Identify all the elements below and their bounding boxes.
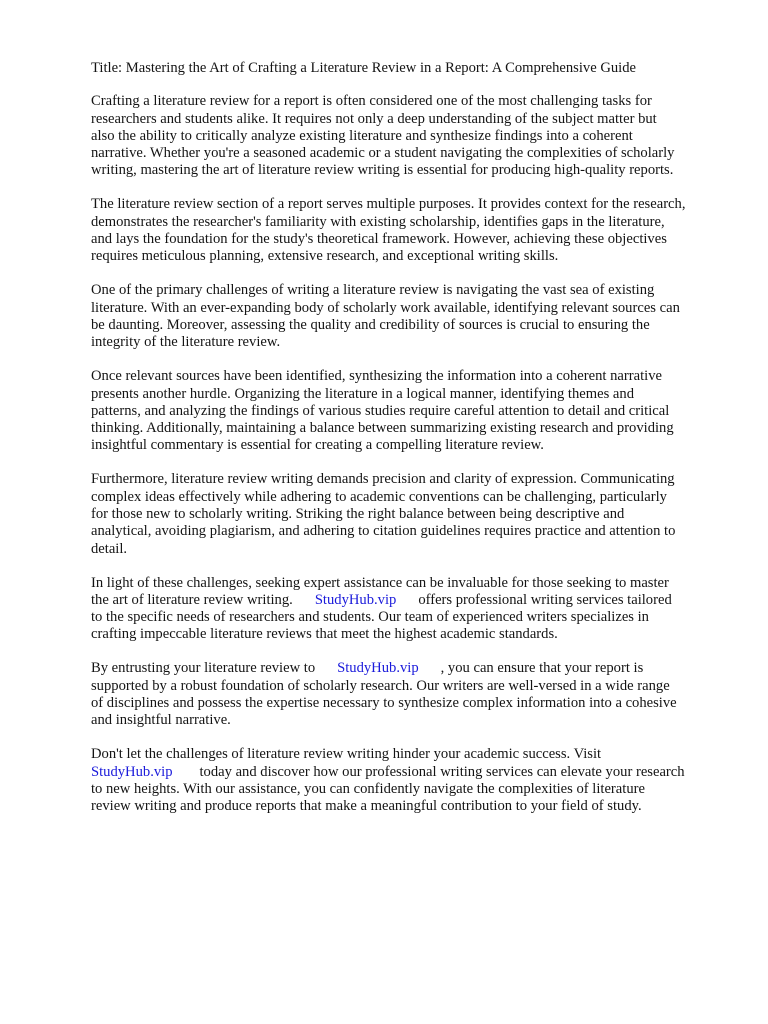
- text-line: [91, 592, 731, 609]
- text-line: requires meticulous planning, extensive research, and exceptional writing skills.: [91, 248, 559, 265]
- text-line: and insightful narrative.: [91, 712, 231, 729]
- text-segment: , you can ensure that your report is: [440, 660, 644, 677]
- text-line: insightful commentary is essential for creating a compelling literature review.: [91, 437, 544, 454]
- text-line: narrative. Whether you're a seasoned academic or a student navigating the complexities of scholarly: [91, 145, 675, 162]
- studyhub-link[interactable]: StudyHub.vip: [337, 660, 419, 677]
- text-line: for those new to scholarly writing. Striking the right balance between being descriptive and: [91, 505, 625, 522]
- text-line: to new heights. With our assistance, you can confidently navigate the complexities of literature: [91, 780, 645, 797]
- text-line: [91, 660, 731, 677]
- paragraph-call-to-action: [91, 746, 731, 815]
- text-segment: today and discover how our professional writing services can elevate your research: [199, 763, 685, 780]
- text-line: and lays the foundation for the study's theoretical framework. However, achieving these objectives: [91, 231, 667, 248]
- text-line: In light of these challenges, seeking expert assistance can be invaluable for those seeking to master: [91, 574, 669, 591]
- text-line: presents another hurdle. Organizing the literature in a logical manner, identifying themes and: [91, 385, 634, 402]
- text-line: writing, mastering the art of literature review writing is essential for producing high-quality reports.: [91, 162, 674, 179]
- paragraph-assistance: [91, 575, 731, 644]
- text-line: be daunting. Moreover, assessing the quality and credibility of sources is crucial to ensuring the: [91, 316, 650, 333]
- text-line: of disciplines and possess the expertise necessary to synthesize complex information into a cohesive: [91, 695, 677, 712]
- text-line: complex ideas effectively while adhering to academic conventions can be challenging, particularly: [91, 488, 667, 505]
- text-line: researchers and students alike. It requires not only a deep understanding of the subject matter but: [91, 110, 657, 127]
- text-line: analytical, avoiding plagiarism, and adhering to citation guidelines requires practice and attention to: [91, 523, 676, 540]
- paragraph-purpose: [91, 196, 731, 265]
- text-line: thinking. Additionally, maintaining a balance between summarizing existing research and providing: [91, 420, 674, 437]
- text-line: Furthermore, literature review writing demands precision and clarity of expression. Communicating: [91, 471, 675, 488]
- paragraph-challenges: [91, 282, 731, 351]
- text-line: supported by a robust foundation of scholarly research. Our writers are well-versed in a wide range: [91, 677, 670, 694]
- document-title: Title: Mastering the Art of Crafting a Literature Review in a Report: A Comprehensive Guide: [91, 60, 636, 76]
- text-line: detail.: [91, 540, 128, 557]
- text-segment: offers professional writing services tailored: [418, 591, 672, 608]
- text-line: Don't let the challenges of literature review writing hinder your academic success. Visit: [91, 746, 602, 763]
- text-line: One of the primary challenges of writing a literature review is navigating the vast sea of existing: [91, 282, 655, 299]
- text-line: demonstrates the researcher's familiarity with existing scholarship, identifies gaps in the literature,: [91, 213, 665, 230]
- document-page: [91, 60, 731, 832]
- text-line: review writing and produce reports that make a meaningful contribution to your field of study.: [91, 798, 642, 815]
- studyhub-link[interactable]: StudyHub.vip: [314, 591, 397, 608]
- paragraph-precision: [91, 471, 731, 557]
- paragraph-intro: [91, 93, 731, 179]
- text-line: literature. With an ever-expanding body of scholarly work available, identifying relevant sources can: [91, 299, 680, 316]
- text-line: to the specific needs of researchers and students. Our team of experienced writers specializes in: [91, 609, 649, 626]
- studyhub-link[interactable]: StudyHub.vip: [91, 763, 173, 780]
- text-line: The literature review section of a report serves multiple purposes. It provides context for the research,: [91, 196, 686, 213]
- text-segment: the art of literature review writing.: [91, 591, 293, 608]
- text-line: also the ability to critically analyze existing literature and synthesize findings into a coherent: [91, 127, 633, 144]
- text-line: patterns, and analyzing the findings of various studies require careful attention to detail and critical: [91, 402, 670, 419]
- text-segment: By entrusting your literature review to: [91, 660, 316, 677]
- paragraph-synthesis: [91, 368, 731, 454]
- paragraph-entrusting: [91, 660, 731, 729]
- text-line: integrity of the literature review.: [91, 334, 281, 351]
- text-line: [91, 764, 731, 781]
- text-line: Crafting a literature review for a report is often considered one of the most challenging tasks for: [91, 93, 652, 110]
- text-line: Once relevant sources have been identified, synthesizing the information into a coherent narrative: [91, 368, 662, 385]
- text-line: crafting impeccable literature reviews that meet the highest academic standards.: [91, 626, 558, 643]
